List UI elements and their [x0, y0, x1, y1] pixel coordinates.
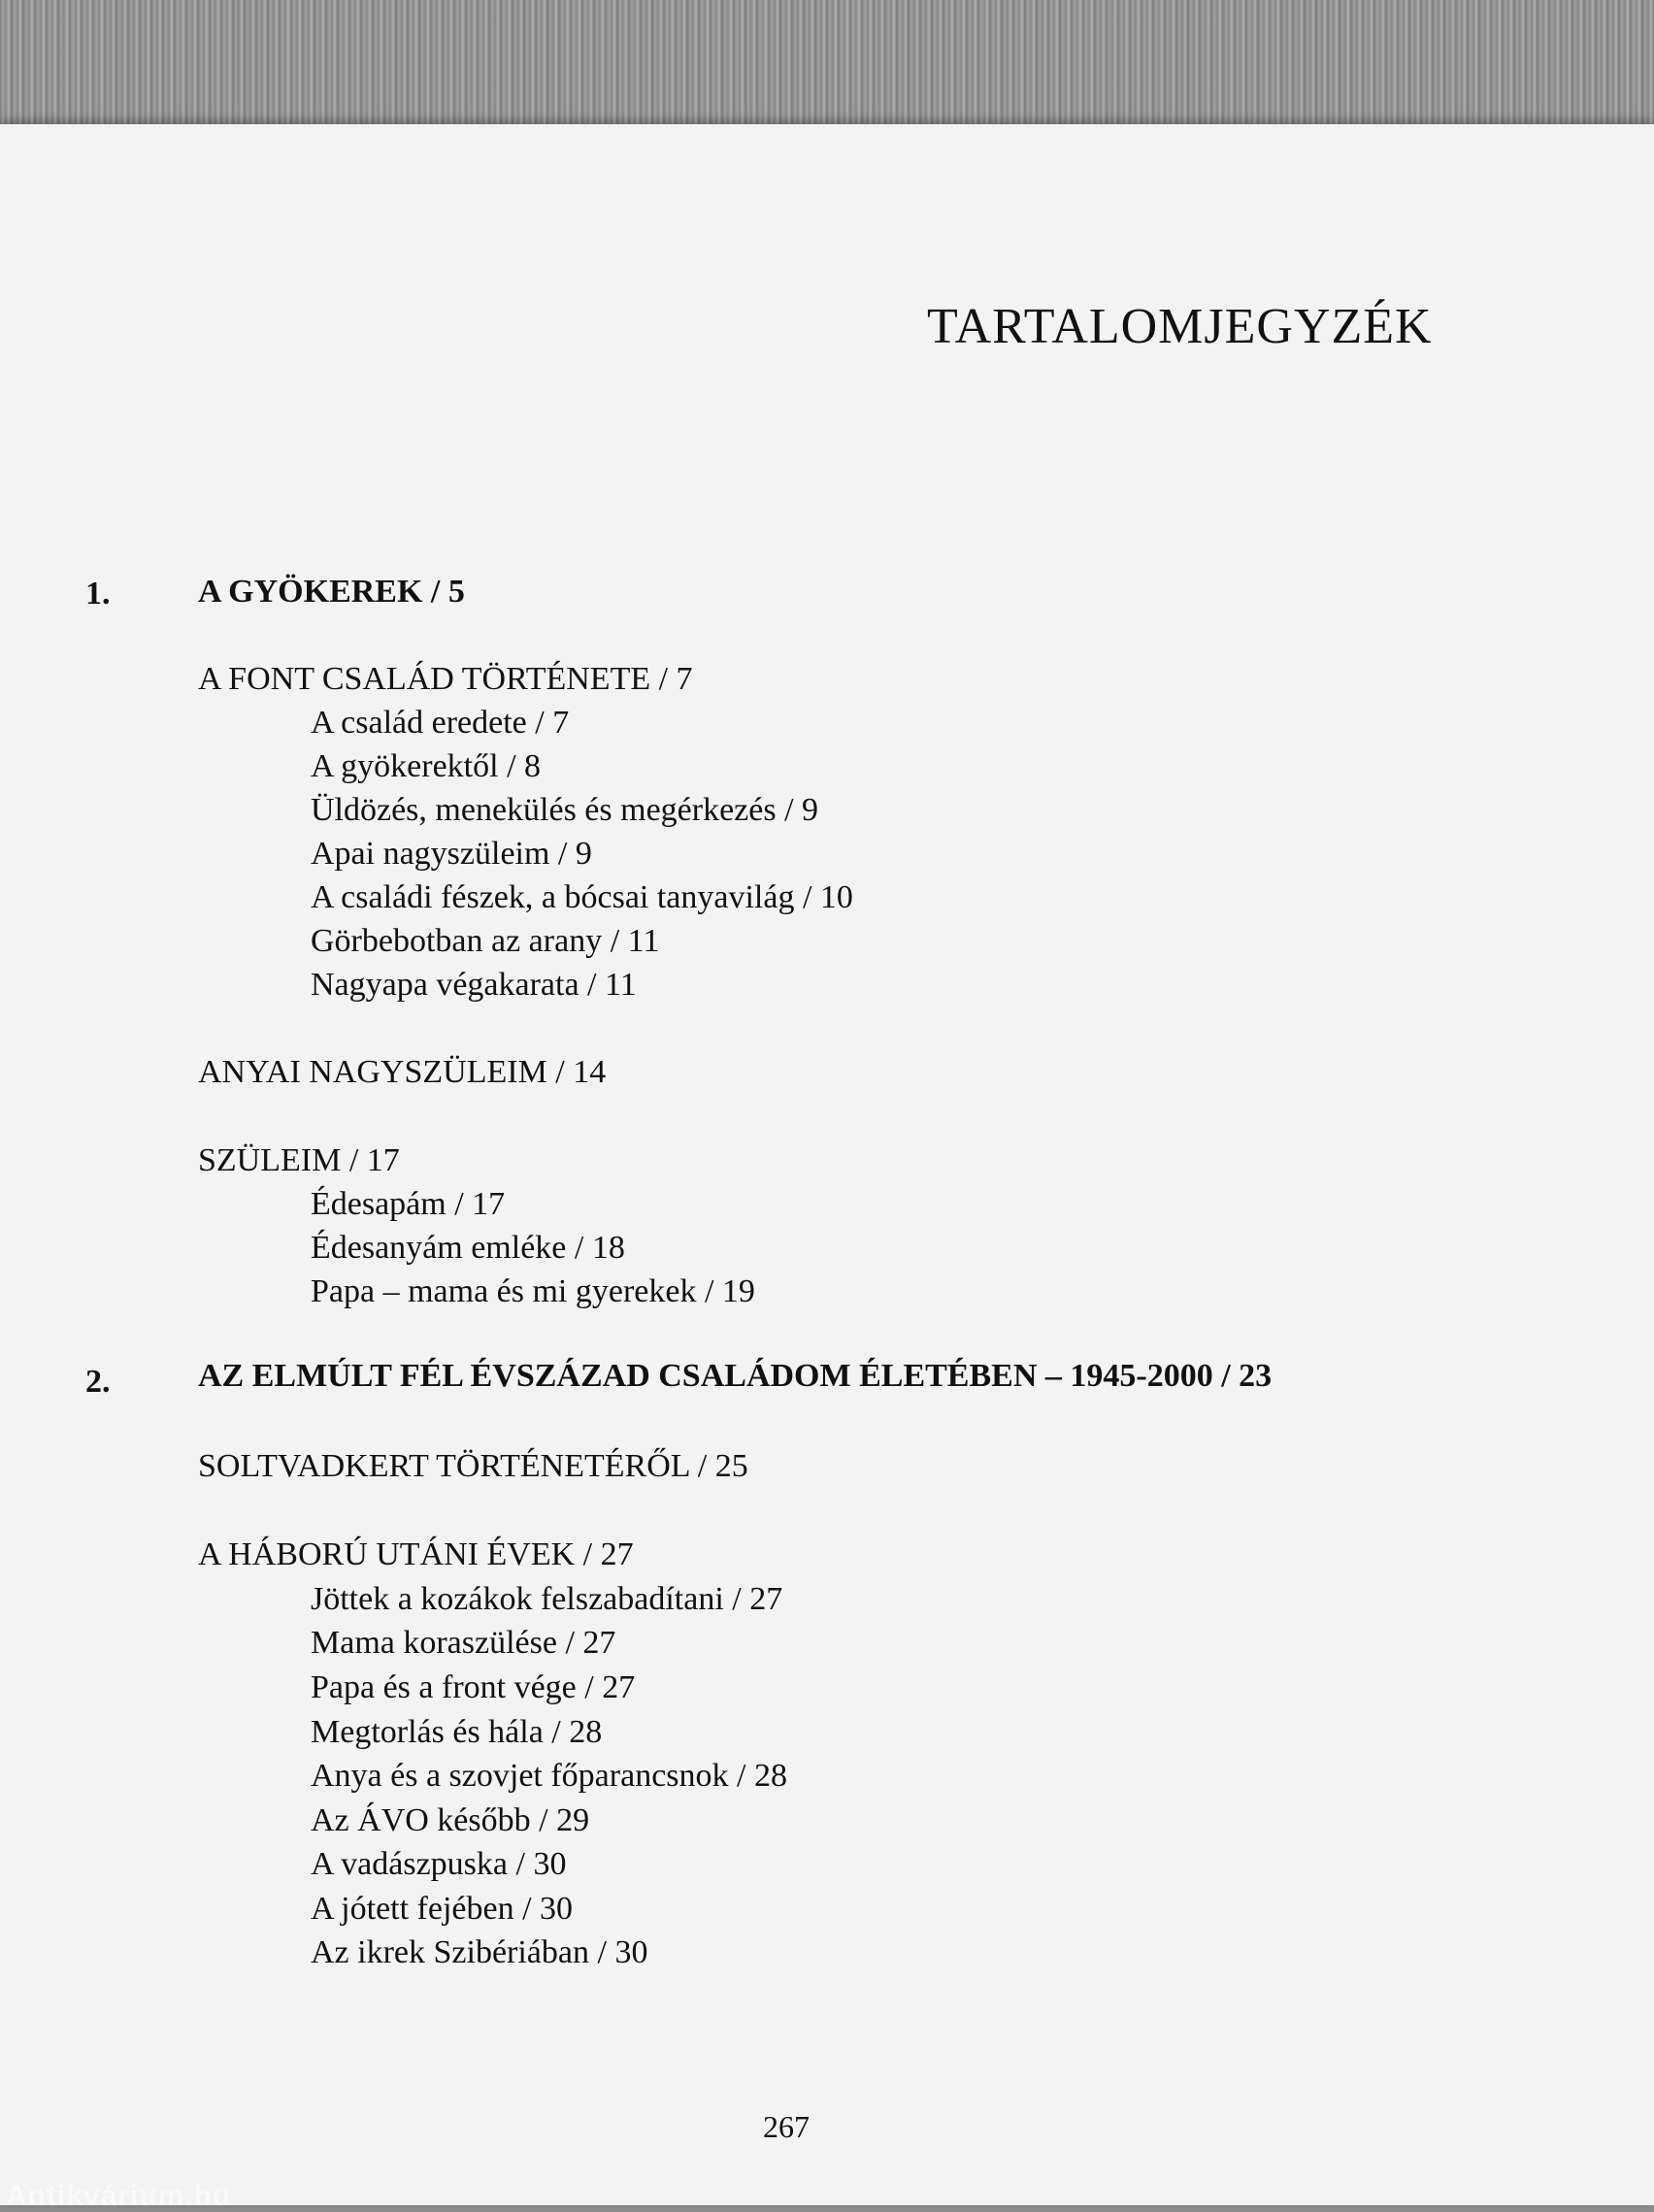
page-title: TARTALOMJEGYZÉK [927, 299, 1433, 354]
section-title: ANYAI NAGYSZÜLEIM / 14 [198, 1054, 607, 1090]
section-title: A HÁBORÚ UTÁNI ÉVEK / 27 [198, 1536, 634, 1572]
toc-entry: A család eredete / 7 [311, 705, 570, 741]
chapter-number: 1. [85, 576, 111, 611]
toc-entry: A jótett fejében / 30 [311, 1891, 574, 1927]
toc-entry: Az ikrek Szibériában / 30 [311, 1934, 648, 1970]
toc-entry: A családi fészek, a bócsai tanyavilág / 10 [311, 879, 853, 915]
toc-entry: A gyökerektől / 8 [311, 748, 542, 784]
toc-entry: Megtorlás és hála / 28 [311, 1714, 603, 1750]
toc-entry: Apai nagyszüleim / 9 [311, 836, 592, 872]
section-title: A FONT CSALÁD TÖRTÉNETE / 7 [198, 661, 693, 697]
chapter-title: A GYÖKEREK / 5 [198, 574, 465, 610]
toc-entry: Az ÁVO később / 29 [311, 1802, 590, 1838]
toc-entry: Édesapám / 17 [311, 1186, 506, 1222]
toc-entry: Mama koraszülése / 27 [311, 1625, 616, 1661]
book-page [0, 124, 1654, 2205]
toc-entry: Papa és a front vége / 27 [311, 1669, 636, 1705]
page-number: 267 [763, 2109, 810, 2144]
toc-entry: Édesanyám emléke / 18 [311, 1230, 625, 1266]
section-title: SZÜLEIM / 17 [198, 1142, 400, 1178]
toc-entry: Üldözés, menekülés és megérkezés / 9 [311, 792, 819, 828]
watermark-logo: Antikvárium.hu [6, 2180, 232, 2212]
toc-entry: Jöttek a kozákok felszabadítani / 27 [311, 1581, 783, 1617]
toc-entry: A vadászpuska / 30 [311, 1846, 567, 1882]
chapter-title: AZ ELMÚLT FÉL ÉVSZÁZAD CSALÁDOM ÉLETÉBEN – 1945-2000 / 23 [198, 1358, 1273, 1394]
toc-entry: Anya és a szovjet főparancsnok / 28 [311, 1758, 787, 1794]
toc-entry: Görbebotban az arany / 11 [311, 923, 660, 959]
toc-entry: Nagyapa végakarata / 11 [311, 967, 637, 1003]
toc-entry: Papa – mama és mi gyerekek / 19 [311, 1273, 755, 1309]
chapter-number: 2. [85, 1364, 111, 1400]
section-title: SOLTVADKERT TÖRTÉNETÉRŐL / 25 [198, 1448, 748, 1484]
